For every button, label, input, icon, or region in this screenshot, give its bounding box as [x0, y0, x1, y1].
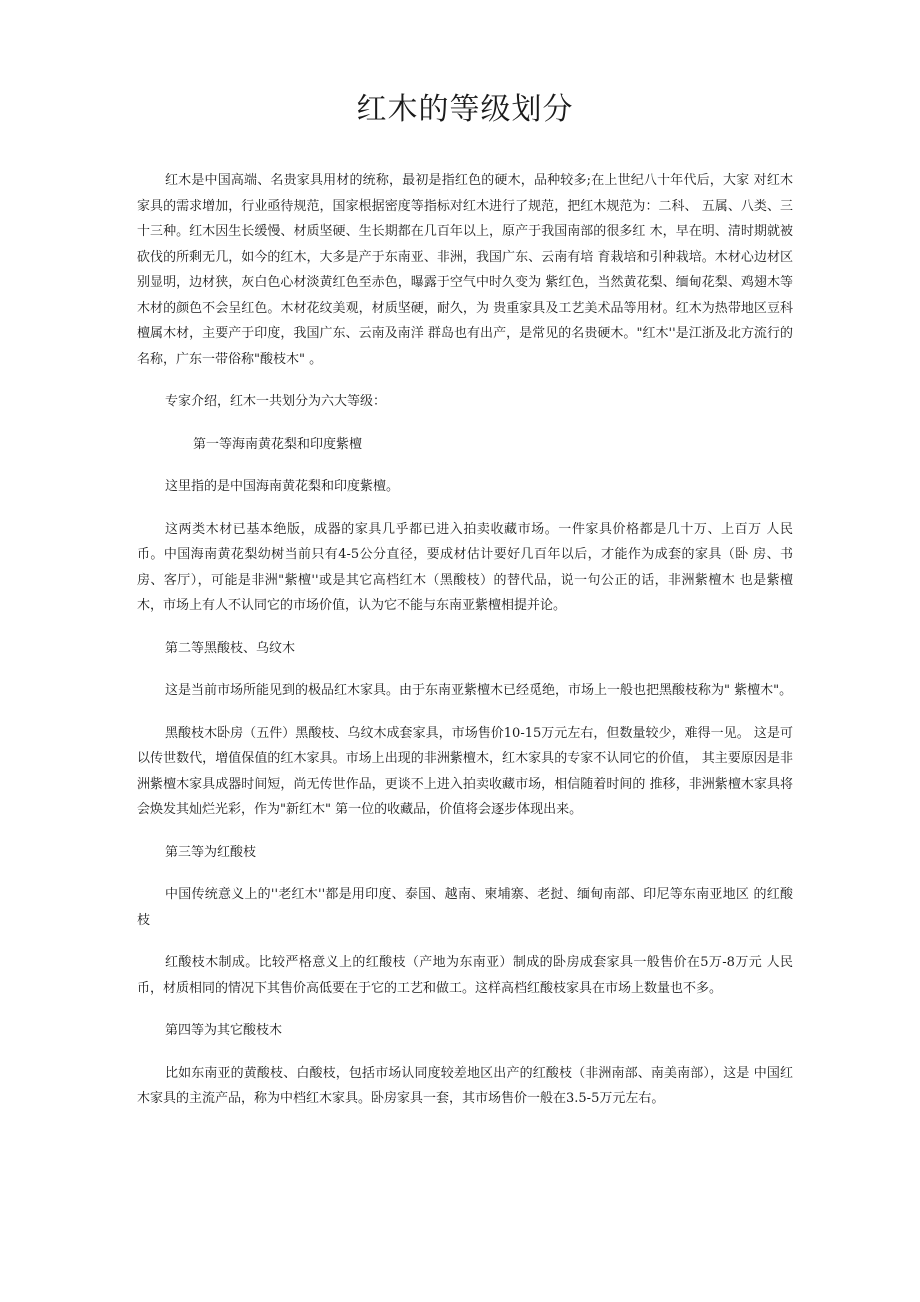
intro-paragraph: 红木是中国高端、名贵家具用材的统称，最初是指红色的硬木，品种较多;在上世纪八十年代后，大家 对红木家具的需求增加，行业亟待规范，国家根据密度等指标对红木进行了规范，把红木规范为：二科、 五属、八类、三十三种。红木因生长缓慢、材质坚硬、生长期都在几百年以上，原产于我国南部的很多红 木，早在明、清时期就被砍伐的所剩无几，如今的红木，大多是产于东南亚、非洲，我国广东、云南有培 育栽培和引种栽培。木材心边材区别显明，边材狭，灰白色心材淡黄红色至赤色，曝露于空气中时久变为 紫红色，当然黄花梨、缅甸花梨、鸡翅木等木材的颜色不会呈红色。木材花纹美观，材质坚硬，耐久，为 贵重家具及工艺美术品等用材。红木为热带地区豆科檀属木材，主要产于印度，我国广东、云南及南洋 群岛也有出产，是常见的名贵硬木。"红木''是江浙及北方流行的名称，广东一带俗称"酸枝木" 。: [137, 173, 793, 367]
page-title: 红木的等级划分: [356, 92, 574, 127]
expert-intro-paragraph: 专家介绍，红木一共划分为六大等级：: [165, 394, 387, 409]
grade-3-detail: 红酸枝木制成。比较严格意义上的红酸枝（产地为东南亚）制成的卧房成套家具一般售价在5万-8万元 人民币，材质相同的情况下其售价高低要在于它的工艺和做工。这样高档红酸枝家具在市场上数量也不多。: [137, 955, 793, 996]
grade-4-heading: 第四等为其它酸枝木: [165, 1023, 283, 1038]
grade-1-summary: 这里指的是中国海南黄花梨和印度紫檀。: [165, 479, 400, 494]
grade-3-heading: 第三等为红酸枝: [165, 844, 257, 860]
grade-3-summary: 中国传统意义上的''老红木''都是用印度、泰国、越南、柬埔寨、老挝、缅甸南部、印尼等东南亚地区 的红酸枝: [137, 887, 793, 928]
grade-2-summary: 这是当前市场所能见到的极品红木家具。由于东南亚紫檀木已经觅绝，市场上一般也把黑酸枝称为" 紫檀木"。: [165, 683, 793, 698]
grade-1-heading: 第一等海南黄花梨和印度紫檀: [193, 436, 363, 452]
grade-4-detail: 比如东南亚的黄酸枝、白酸枝，包括市场认同度较差地区出产的红酸枝（非洲南部、南美南部），这是 中国红木家具的主流产品，称为中档红木家具。卧房家具一套，其市场售价一般在3.5-5万元左右。: [137, 1065, 793, 1106]
grade-2-detail: 黑酸枝木卧房（五件）黑酸枝、乌纹木成套家具，市场售价10-15万元左右，但数量较少，难得一见。 这是可以传世数代，增值保值的红木家具。市场上出现的非洲紫檀木，红木家具的专家不认同它的价值， 其主要原因是非洲紫檀木家具成器时间短，尚无传世作品，更谈不上进入拍卖收藏市场，相信随着时间的 推移，非洲紫檀木家具将会焕发其灿烂光彩，作为"新红木" 第一位的收藏品，价值将会逐步体现出来。: [137, 725, 793, 817]
grade-1-detail: 这两类木材已基本绝版，成器的家具几乎都已进入拍卖收藏市场。一件家具价格都是几十万、上百万 人民币。中国海南黄花梨幼树当前只有4-5公分直径，要成材估计要好几百年以后，才能作为成套的家具（卧 房、书房、客厅），可能是非洲"紫檀''或是其它高档红木（黑酸枝）的替代品，说一句公正的话，非洲紫檀木 也是紫檀木，市场上有人不认同它的市场价值，认为它不能与东南亚紫檀相提并论。: [137, 521, 793, 613]
document-page: [137, 88, 793, 1129]
grade-2-heading: 第二等黑酸枝、乌纹木: [165, 640, 296, 656]
